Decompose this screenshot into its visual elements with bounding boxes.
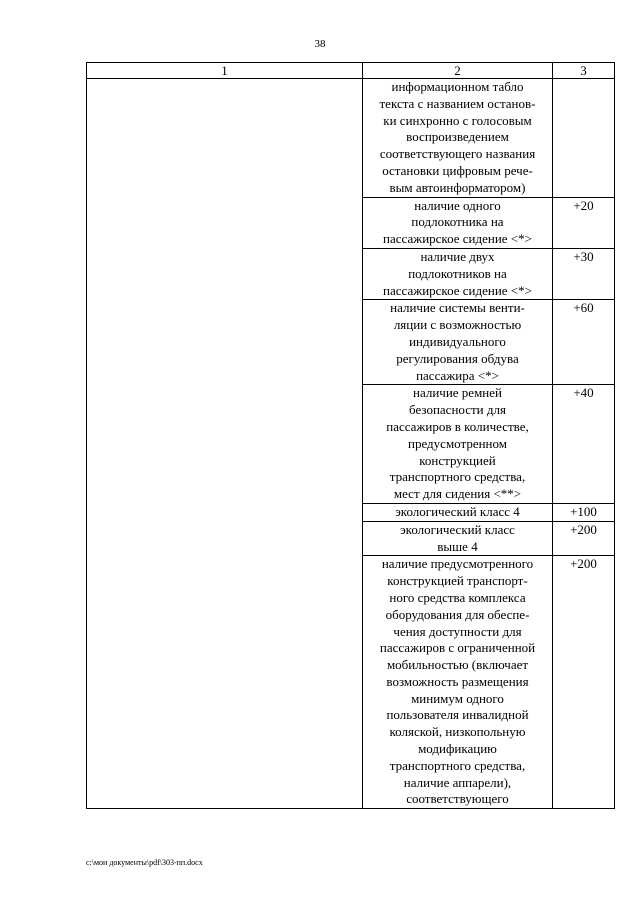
description-line: возможность размещения xyxy=(386,673,529,689)
description-line: подлокотника на xyxy=(411,214,504,230)
description-line: выше 4 xyxy=(437,538,478,554)
criterion-description xyxy=(363,521,553,556)
column-1-cell xyxy=(87,79,363,809)
description-line: минимум одного xyxy=(411,690,504,706)
description-line: оборудования для обеспе- xyxy=(385,606,530,622)
column-header-2: 2 xyxy=(363,63,553,79)
description-line: пассажиров в количестве, xyxy=(386,418,529,434)
criterion-points: +40 xyxy=(553,385,615,504)
description-line: мест для сидения <**> xyxy=(393,486,522,502)
description-line: текста с названием останов- xyxy=(379,95,536,111)
criterion-description xyxy=(363,197,553,248)
description-line: предусмотренном xyxy=(408,435,507,451)
description-line: безопасности для xyxy=(409,402,506,418)
description-line: информационном табло xyxy=(391,79,524,94)
description-line: экологический класс 4 xyxy=(395,503,520,519)
description-line: модификацию xyxy=(418,741,497,757)
description-line: пассажирское сидение <*> xyxy=(383,282,532,298)
description-line: коляской, низкопольную xyxy=(389,724,526,740)
description-line: соответствующего xyxy=(406,791,509,807)
criteria-table xyxy=(86,62,615,809)
criterion-description xyxy=(363,385,553,504)
description-line: транспортного средства, xyxy=(389,757,526,773)
description-line: конструкцией транспорт- xyxy=(387,573,528,589)
description-line: наличие двух xyxy=(420,248,495,264)
criterion-points: +30 xyxy=(553,248,615,299)
column-header-1: 1 xyxy=(87,63,363,79)
description-line: ки синхронно с голосовым xyxy=(383,112,532,128)
description-line: экологический класс xyxy=(400,521,515,537)
criterion-points: +200 xyxy=(553,521,615,556)
description-line: остановки цифровым рече- xyxy=(382,162,533,178)
description-line: наличие одного xyxy=(414,197,501,213)
description-line: пользователя инвалидной xyxy=(386,707,529,723)
description-line: наличие ремней xyxy=(413,385,502,401)
description-line: ляции с возможностью xyxy=(393,317,522,333)
criterion-points: +60 xyxy=(553,300,615,385)
criterion-points: +100 xyxy=(553,503,615,521)
criterion-description xyxy=(363,79,553,198)
description-line: наличие предусмотренного xyxy=(381,556,534,572)
page-number: 38 xyxy=(314,38,326,50)
description-line: мобильностью (включает xyxy=(386,657,529,673)
description-line: ного средства комплекса xyxy=(389,589,526,605)
description-line: регулирования обдува xyxy=(396,350,519,366)
description-line: чения доступности для xyxy=(393,623,522,639)
description-line: подлокотников на xyxy=(408,265,507,281)
table-row xyxy=(87,79,615,198)
description-line: наличие системы венти- xyxy=(390,300,525,316)
description-line: соответствующего названия xyxy=(379,146,536,162)
criterion-description xyxy=(363,556,553,809)
description-line: наличие аппарели), xyxy=(403,774,512,790)
criterion-points xyxy=(553,79,615,198)
description-line: транспортного средства, xyxy=(389,469,526,485)
criterion-description xyxy=(363,503,553,521)
description-line: индивидуального xyxy=(409,333,506,349)
description-line: конструкцией xyxy=(419,452,496,468)
description-line: вым автоинформатором) xyxy=(389,179,526,195)
description-line: пассажира <*> xyxy=(416,367,499,383)
header-row xyxy=(87,63,615,79)
description-line: пассажирское сидение <*> xyxy=(383,231,532,247)
file-path-footer: c:\мои документы\pdf\303-пп.docx xyxy=(86,858,203,867)
criterion-description xyxy=(363,300,553,385)
table-body xyxy=(87,79,615,809)
criterion-points: +200 xyxy=(553,556,615,809)
criterion-points: +20 xyxy=(553,197,615,248)
criterion-description xyxy=(363,248,553,299)
description-line: пассажиров с ограниченной xyxy=(379,640,536,656)
column-header-3: 3 xyxy=(553,63,615,79)
description-line: воспроизведением xyxy=(406,129,509,145)
